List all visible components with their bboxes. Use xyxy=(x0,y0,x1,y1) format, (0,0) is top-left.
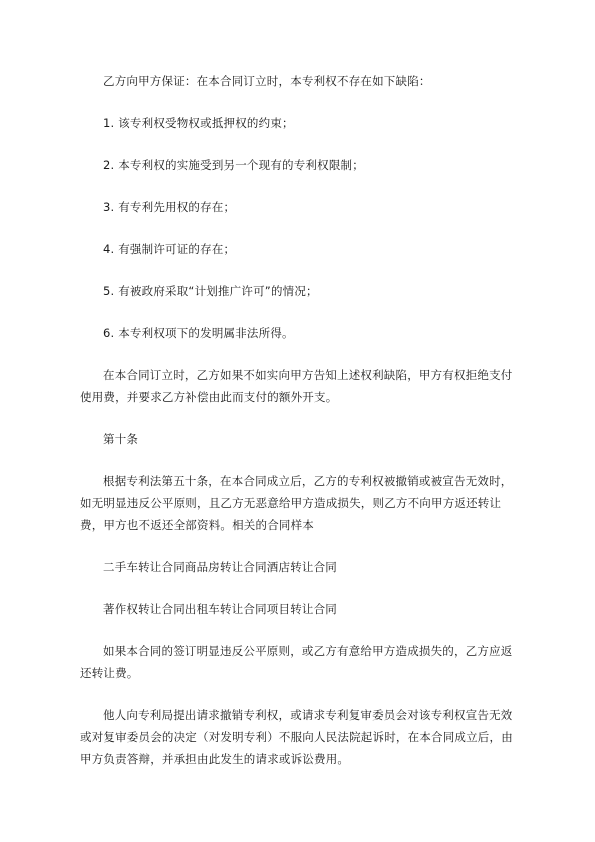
paragraph-litigation-clause: 他人向专利局提出请求撤销专利权，或请求专利复审委员会对该专利权宣告无效或对复审委员会的决定（对发明专利）不服向人民法院起诉时，在本合同成立后，由甲方负责答辩，并承担由此发生的请求或诉讼费用。 xyxy=(80,708,513,766)
list-item-defect-4: 4. 有强制许可证的存在； xyxy=(103,242,236,256)
list-item-defect-5: 5. 有被政府采取“计划推广许可”的情况； xyxy=(103,284,318,298)
document-body xyxy=(80,70,520,770)
paragraph-refund-clause: 如果本合同的签订明显违反公平原则，或乙方有意给甲方造成损失的，乙方应返还转让费。 xyxy=(80,644,513,680)
paragraph-disclosure-obligation: 在本合同订立时，乙方如果不如实向甲方告知上述权利缺陷，甲方有权拒绝支付使用费，并要求乙方补偿由此而支付的额外开支。 xyxy=(80,368,513,404)
paragraph-article-10-body: 根据专利法第五十条，在本合同成立后，乙方的专利权被撤销或被宣告无效时，如无明显违反公平原则，且乙方无恶意给甲方造成损失，则乙方不向甲方返还转让费，甲方也不返还全部资料。相关的合同样本 xyxy=(80,474,513,532)
list-item-defect-1: 1. 该专利权受物权或抵押权的约束； xyxy=(103,116,294,130)
list-item-defect-3: 3. 有专利先用权的存在； xyxy=(103,200,236,214)
related-contracts-line-1: 二手车转让合同商品房转让合同酒店转让合同 xyxy=(103,560,337,574)
list-item-defect-2: 2. 本专利权的实施受到另一个现有的专利权限制； xyxy=(103,158,364,172)
list-item-defect-6: 6. 本专利权项下的发明属非法所得。 xyxy=(103,326,294,340)
related-contracts-line-2: 著作权转让合同出租车转让合同项目转让合同 xyxy=(103,602,337,616)
paragraph-warranty-intro: 乙方向甲方保证：在本合同订立时，本专利权不存在如下缺陷： xyxy=(103,74,431,88)
section-heading-article-10: 第十条 xyxy=(103,432,139,446)
